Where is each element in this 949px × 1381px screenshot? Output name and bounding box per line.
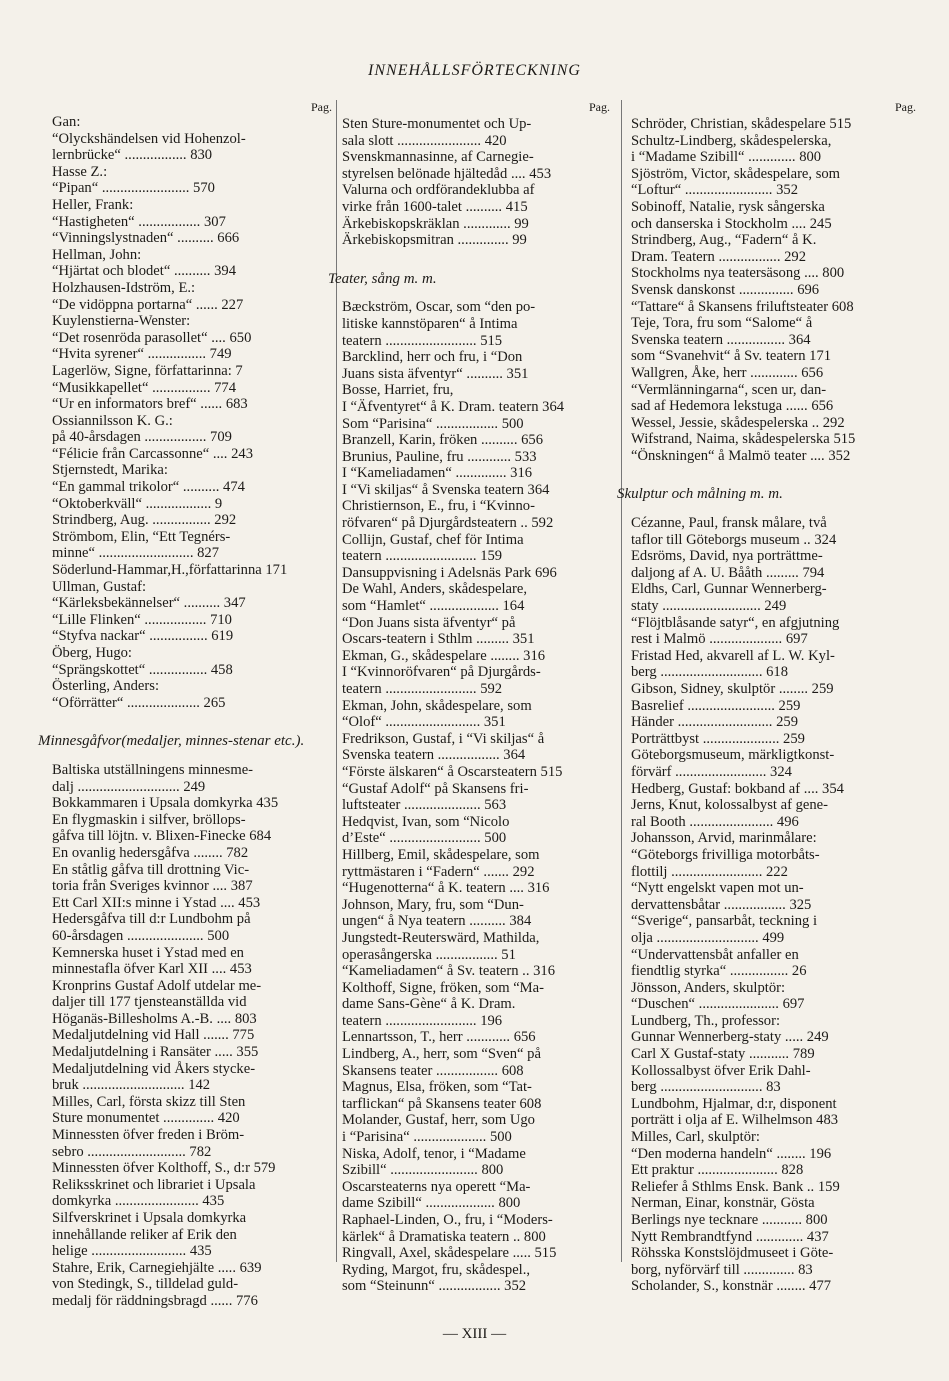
index-entry: Teje, Tora, fru som “Salome“ å	[631, 315, 813, 332]
index-entry: 60-årsdagen ..................... 500	[52, 927, 230, 944]
index-entry: Söderlund-Hammar,H.,författarinna 171	[52, 562, 288, 579]
index-entry: Sten Sture-monumentet och Up-	[342, 116, 532, 132]
index-entry: som “Steinunn“ ................. 352	[342, 1278, 527, 1295]
index-entry: “Hjärtat och blodet“ .......... 394	[52, 263, 236, 280]
index-entry: ungen“ å Nya teatern .......... 384	[342, 913, 532, 930]
index-entry: Reliksskrinet och librariet i Upsala	[52, 1176, 256, 1193]
index-entry: “Hastigheten“ ................. 307	[52, 213, 226, 230]
index-entry: Lennartsson, T., herr ............ 656	[342, 1029, 536, 1046]
index-entry: Dram. Teatern ................. 292	[631, 248, 807, 265]
index-entry: Hellman, John:	[52, 246, 142, 263]
index-entry: Carl X Gustaf-staty ........... 789	[631, 1046, 815, 1063]
index-entry: litiske kannstöparen“ å Intima	[342, 315, 518, 332]
index-entry: Ärkebiskopsmitran .............. 99	[342, 232, 527, 249]
index-entry: Ett praktur ...................... 828	[631, 1162, 804, 1179]
index-entry: Minnessten öfver Kolthoff, S., d:r 579	[52, 1160, 276, 1177]
index-entry: “Pipan“ ........................ 570	[52, 180, 215, 197]
section-heading: Teater, sång m. m.	[328, 270, 437, 287]
index-entry: som “Svanehvit“ å Sv. teatern 171	[631, 348, 832, 365]
index-entry: “Tattare“ å Skansens friluftsteater 608	[631, 298, 854, 315]
index-entry: ral Booth ....................... 496	[631, 813, 799, 830]
index-entry: dalj ............................ 249	[52, 778, 206, 795]
index-entry: fiendtlig styrka“ ................ 26	[631, 963, 807, 980]
index-entry: berg ............................ 83	[631, 1079, 781, 1096]
index-entry: Hedqvist, Ivan, som “Nicolo	[342, 813, 510, 830]
index-entry: Ett Carl XII:s minne i Ystad .... 453	[52, 894, 261, 911]
index-entry: Öberg, Hugo:	[52, 645, 132, 661]
index-entry: Nytt Rembrandtfynd ............. 437	[631, 1228, 829, 1245]
index-entry: Hedersgåfva till d:r Lundbohm på	[52, 911, 251, 928]
index-entry: Kronprins Gustaf Adolf utdelar me-	[52, 977, 262, 994]
index-entry: Wallgren, Åke, herr ............. 656	[631, 364, 824, 381]
pag-label: Pag.	[311, 100, 332, 114]
index-entry: teatern ......................... 592	[342, 681, 503, 697]
index-entry: Hedberg, Gustaf: bokband af .... 354	[631, 780, 844, 797]
index-entry: Brunius, Pauline, fru ............ 533	[342, 448, 537, 465]
index-entry: Svenskmannasinne, af Carnegie-	[342, 149, 534, 166]
index-entry: Strömbom, Elin, “Ett Tegnérs-	[52, 528, 231, 545]
index-entry: I “Vi skiljas“ å Svenska teatern 364	[342, 481, 550, 498]
index-entry: “Undervattensbåt anfaller en	[631, 946, 799, 963]
index-entry: Baltiska utställningens minnesme-	[52, 761, 254, 778]
index-entry: porträtt i olja af E. Wilhelmson 483	[631, 1112, 839, 1129]
index-entry: virke från 1600-talet .......... 415	[342, 198, 528, 215]
index-entry: Wifstrand, Naima, skådespelerska 515	[631, 431, 856, 448]
index-entry: minne“ .......................... 827	[52, 545, 220, 562]
index-column-2	[328, 100, 610, 1295]
index-entry: Silfverskrinet i Upsala domkyrka	[52, 1210, 247, 1226]
index-entry: på 40-årsdagen ................. 709	[52, 429, 232, 446]
index-entry: Johansson, Arvid, marinmålare:	[631, 830, 817, 847]
index-entry: “Ur en informators bref“ ...... 683	[52, 396, 248, 413]
index-entry: Höganäs-Billesholms A.-B. .... 803	[52, 1010, 257, 1027]
index-entry: I “Kvinnoröfvaren“ på Djurgårds-	[342, 664, 541, 681]
index-entry: teatern ......................... 196	[342, 1012, 503, 1029]
index-entry: “Olyckshändelsen vid Hohenzol-	[52, 130, 246, 147]
index-entry: taflor till Göteborgs museum .. 324	[631, 531, 837, 548]
section-heading: Skulptur och målning m. m.	[617, 486, 783, 503]
index-entry: Strindberg, Aug., “Fadern“ å K.	[631, 232, 817, 249]
index-entry: minnestafla öfver Karl XII .... 453	[52, 961, 252, 978]
index-entry: i “Madame Szibill“ ............. 800	[631, 149, 822, 166]
index-entry: Ullman, Gustaf:	[52, 578, 147, 595]
index-entry: Oscarsteaterns nya operett “Ma-	[342, 1178, 531, 1195]
index-entry: Stjernstedt, Marika:	[52, 462, 168, 479]
index-entry: Fredrikson, Gustaf, i “Vi skiljas“ å	[342, 730, 545, 747]
index-entry: “Önskningen“ å Malmö teater .... 352	[631, 447, 851, 464]
index-entry: röfvaren“ på Djurgårdsteatern .. 592	[342, 515, 554, 532]
index-entry: Berlings nye tecknare ........... 800	[631, 1212, 828, 1228]
index-entry: “Oktoberkväll“ .................. 9	[52, 495, 223, 512]
index-entry: Branzell, Karin, fröken .......... 656	[342, 432, 544, 449]
index-entry: von Stedingk, S., tilldelad guld-	[52, 1276, 239, 1293]
index-entry: daljong af A. U. Bååth ......... 794	[631, 564, 825, 581]
index-entry: “En gammal trikolor“ .......... 474	[52, 479, 245, 496]
index-entry: lernbrücke“ ................. 830	[52, 147, 213, 164]
index-entry: Szibill“ ........................ 800	[342, 1162, 504, 1179]
index-entry: Jönsson, Anders, skulptör:	[631, 979, 786, 996]
index-entry: Sjöström, Victor, skådespelare, som	[631, 165, 841, 182]
index-entry: i “Parisina“ .................... 500	[342, 1129, 512, 1146]
page-header: INNEHÅLLSFÖRTECKNING	[368, 62, 581, 79]
index-entry: Hasse Z.:	[52, 163, 108, 180]
index-entry: “Flöjtblåsande satyr“, en afgjutning	[631, 614, 840, 631]
index-entry: sad af Hedemora lekstuga ...... 656	[631, 398, 834, 415]
index-entry: Lindberg, A., herr, som “Sven“ på	[342, 1046, 541, 1063]
index-entry: Ryding, Margot, fru, skådespel.,	[342, 1261, 531, 1278]
index-entry: Gunnar Wennerberg-staty ..... 249	[631, 1029, 829, 1046]
index-entry: Stahre, Erik, Carnegiehjälte ..... 639	[52, 1259, 262, 1276]
index-entry: Kollossalbyst öfver Erik Dahl-	[631, 1062, 811, 1079]
index-entry: I “Äfventyret“ å K. Dram. teatern 364	[342, 398, 565, 415]
index-entry: Ekman, G., skådespelare ........ 316	[342, 647, 546, 664]
index-entry: Kolthoff, Signe, fröken, som “Ma-	[342, 979, 544, 996]
index-entry: Schultz-Lindberg, skådespelerska,	[631, 132, 832, 149]
section-heading: Minnesgåfvor(medaljer, minnes-stenar etc.).	[38, 733, 305, 750]
index-entry: “Olof“ .......................... 351	[342, 714, 506, 731]
index-entry: De Wahl, Anders, skådespelare,	[342, 581, 527, 598]
index-entry: styrelsen belönade hjältedåd .... 453	[342, 165, 552, 182]
index-entry: Bæckström, Oscar, som “den po-	[342, 299, 536, 316]
index-entry: Milles, Carl, första skizz till Sten	[52, 1093, 246, 1110]
index-entry: Lundberg, Th., professor:	[631, 1012, 781, 1029]
index-entry: Sobinoff, Natalie, rysk sångerska	[631, 198, 825, 215]
index-entry: Minnessten öfver freden i Bröm-	[52, 1127, 245, 1144]
index-column-3	[617, 100, 916, 1295]
index-entry: staty ........................... 249	[631, 598, 787, 615]
index-entry: Reliefer å Sthlms Ensk. Bank .. 159	[631, 1178, 840, 1195]
index-entry: dame Sans-Gène“ å K. Dram.	[342, 996, 516, 1013]
index-entry: “Vermlänningarna“, scen ur, dan-	[631, 381, 827, 398]
index-entry: Svensk danskonst ............... 696	[631, 281, 820, 298]
index-entry: “Oförrätter“ .................... 265	[52, 694, 226, 711]
index-entry: Medaljutdelning vid Hall ....... 775	[52, 1027, 255, 1044]
index-entry: Heller, Frank:	[52, 196, 134, 213]
index-entry: Ärkebiskopskräklan ............. 99	[342, 215, 529, 232]
index-entry: Holzhausen-Idström, E.:	[52, 279, 196, 296]
index-entry: Medaljutdelning i Ransäter ..... 355	[52, 1044, 259, 1061]
index-entry: “Félicie från Carcassonne“ .... 243	[52, 445, 253, 462]
index-entry: gåfva till löjtn. v. Blixen-Finecke 684	[52, 828, 272, 845]
index-entry: “Kameliadamen“ å Sv. teatern .. 316	[342, 963, 556, 980]
index-entry: “Nytt engelskt vapen mot un-	[631, 880, 804, 897]
index-entry: Jungstedt-Reuterswärd, Mathilda,	[342, 929, 540, 946]
index-entry: Strindberg, Aug. ................ 292	[52, 512, 237, 529]
index-entry: Gibson, Sidney, skulptör ........ 259	[631, 681, 834, 697]
index-entry: luftsteater ..................... 563	[342, 797, 507, 814]
index-entry: Eldhs, Carl, Gunnar Wennerberg-	[631, 581, 827, 598]
index-entry: Kuylenstierna-Wenster:	[52, 313, 191, 330]
index-entry: sala slott ....................... 420	[342, 132, 507, 149]
index-entry: bruk ............................ 142	[52, 1077, 211, 1094]
index-entry: Scholander, S., konstnär ........ 477	[631, 1278, 832, 1295]
index-entry: En ståtlig gåfva till drottning Vic-	[52, 861, 250, 878]
index-entry: Ringvall, Axel, skådespelare ..... 515	[342, 1245, 557, 1262]
index-entry: Fristad Hed, akvarell af L. W. Kyl-	[631, 647, 835, 664]
index-entry: Bokkammaren i Upsala domkyrka 435	[52, 795, 279, 812]
index-entry: “Sverige“, pansarbåt, teckning i	[631, 913, 817, 930]
index-entry: rest i Malmö .................... 697	[631, 631, 808, 648]
index-entry: flottilj ......................... 222	[631, 863, 788, 880]
index-entry: Gan:	[52, 114, 81, 130]
index-entry: dame Szibill“ ................... 800	[342, 1195, 521, 1212]
index-entry: Raphael-Linden, O., fru, i “Moders-	[342, 1212, 553, 1228]
index-entry: Sture monumentet .............. 420	[52, 1110, 240, 1127]
index-entry: “Musikkapellet“ ................ 774	[52, 379, 237, 396]
index-entry: “Förste älskaren“ å Oscarsteatern 515	[342, 763, 563, 780]
index-entry: Jerns, Knut, kolossalbyst af gene-	[631, 797, 828, 814]
index-entry: Lagerlöw, Signe, författarinna: 7	[52, 362, 243, 379]
index-entry: “Hugenotterna“ å K. teatern .... 316	[342, 880, 550, 897]
index-entry: I “Kameliadamen“ .............. 316	[342, 465, 533, 482]
index-entry: “Det rosenröda parasollet“ .... 650	[52, 329, 252, 346]
index-entry: “Vinningslystnaden“ .......... 666	[52, 230, 240, 247]
index-entry: “Gustaf Adolf“ på Skansens fri-	[342, 780, 529, 797]
index-entry: Kemnerska huset i Ystad med en	[52, 944, 244, 961]
index-entry: “Loftur“ ........................ 352	[631, 182, 798, 199]
index-entry: olja ............................ 499	[631, 929, 785, 946]
index-entry: Wessel, Jessie, skådespelerska .. 292	[631, 414, 845, 431]
index-entry: och danserska i Stockholm .... 245	[631, 215, 832, 232]
index-entry: “Lille Flinken“ ................. 710	[52, 611, 232, 628]
index-entry: Oscars-teatern i Sthlm ......... 351	[342, 631, 535, 648]
index-entry: “Kärleksbekännelser“ .......... 347	[52, 595, 246, 612]
index-entry: Händer .......................... 259	[631, 714, 798, 731]
index-entry: En flygmaskin i silfver, bröllops-	[52, 811, 246, 828]
index-entry: “Sprängskottet“ ................ 458	[52, 661, 233, 678]
index-entry: sebro ........................... 782	[52, 1143, 212, 1160]
index-entry: Barcklind, herr och fru, i “Don	[342, 349, 523, 366]
pag-label: Pag.	[589, 100, 610, 114]
index-entry: Milles, Carl, skulptör:	[631, 1129, 760, 1146]
page-number: — XIII —	[442, 1326, 507, 1342]
index-entry: “Don Juans sista äfventyr“ på	[342, 614, 516, 631]
index-entry: Edsröms, David, nya porträttme-	[631, 548, 823, 565]
index-entry: Niska, Adolf, tenor, i “Madame	[342, 1145, 526, 1162]
index-entry: Molander, Gustaf, herr, som Ugo	[342, 1112, 535, 1129]
index-entry: Skansens teater ................. 608	[342, 1062, 524, 1079]
index-entry: Lundbohm, Hjalmar, d:r, disponent	[631, 1095, 837, 1112]
index-entry: domkyrka ....................... 435	[52, 1193, 225, 1210]
index-entry: medalj för räddningsbragd ...... 776	[52, 1292, 258, 1309]
index-entry: Svenska teatern ................ 364	[631, 331, 811, 348]
index-entry: Nerman, Einar, konstnär, Gösta	[631, 1195, 815, 1212]
index-entry: operasångerska ................. 51	[342, 946, 516, 963]
index-entry: Bosse, Harriet, fru,	[342, 382, 454, 399]
index-entry: som “Hamlet“ ................... 164	[342, 598, 525, 615]
index-entry: förvärf ......................... 324	[631, 763, 792, 780]
index-entry: toria från Sveriges kvinnor .... 387	[52, 878, 253, 895]
index-entry: Juans sista äfventyr“ .......... 351	[342, 365, 529, 382]
index-entry: Magnus, Elsa, fröken, som “Tat-	[342, 1079, 532, 1096]
index-entry: Christiernson, E., fru, i “Kvinno-	[342, 498, 535, 515]
index-entry: Porträttbyst ..................... 259	[631, 730, 805, 747]
index-entry: teatern ......................... 159	[342, 548, 503, 565]
index-entry: tarflickan“ på Skansens teater 608	[342, 1095, 542, 1112]
index-entry: teatern ......................... 515	[342, 332, 503, 349]
index-entry: Ekman, John, skådespelare, som	[342, 697, 532, 714]
index-entry: helige .......................... 435	[52, 1243, 212, 1260]
index-entry: “Hvita syrener“ ................ 749	[52, 346, 232, 363]
index-entry: “Göteborgs frivilliga motorbåts-	[631, 846, 820, 863]
index-entry: Medaljutdelning vid Åkers stycke-	[52, 1060, 256, 1077]
index-entry: berg ............................ 618	[631, 664, 789, 681]
index-entry: borg, nyförvärf till .............. 83	[631, 1261, 813, 1278]
index-column-1	[38, 100, 332, 1309]
index-entry: Som “Parisina“ ................. 500	[342, 415, 524, 432]
index-entry: Basrelief ........................ 259	[631, 697, 801, 714]
index-entry: kärlek“ å Dramatiska teatern .. 800	[342, 1228, 546, 1245]
index-entry: daljer till 177 tjensteanställda vid	[52, 994, 247, 1011]
index-entry: Göteborgsmuseum, märkligtkonst-	[631, 747, 835, 764]
index-entry: Schröder, Christian, skådespelare 515	[631, 116, 852, 132]
index-entry: Johnson, Mary, fru, som “Dun-	[342, 896, 524, 913]
pag-label: Pag.	[895, 100, 916, 114]
index-entry: Dansuppvisning i Adelsnäs Park 696	[342, 564, 557, 581]
index-entry: En ovanlig hedersgåfva ........ 782	[52, 844, 249, 861]
index-entry: Cézanne, Paul, fransk målare, två	[631, 515, 827, 532]
index-entry: “Den moderna handeln“ ........ 196	[631, 1145, 832, 1162]
index-entry: Österling, Anders:	[52, 678, 160, 695]
index-entry: Hillberg, Emil, skådespelare, som	[342, 846, 540, 863]
index-entry: innehållande reliker af Erik den	[52, 1226, 237, 1243]
index-entry: “Duschen“ ...................... 697	[631, 996, 805, 1013]
index-entry: Collijn, Gustaf, chef för Intima	[342, 531, 524, 548]
index-entry: d’Este“ ......................... 500	[342, 830, 507, 847]
index-entry: “Styfva nackar“ ................ 619	[52, 628, 234, 645]
index-entry: dervattensbåtar ................. 325	[631, 896, 812, 913]
index-entry: Stockholms nya teatersäsong .... 800	[631, 265, 845, 282]
index-entry: “De vidöppna portarna“ ...... 227	[52, 296, 244, 313]
index-entry: Ossiannilsson K. G.:	[52, 412, 173, 429]
index-entry: Röhsska Konstslöjdmuseet i Göte-	[631, 1245, 834, 1262]
index-entry: Svenska teatern ................. 364	[342, 747, 526, 764]
index-entry: Valurna och ordförandeklubba af	[342, 182, 535, 199]
index-entry: ryttmästaren i “Fadern“ ....... 292	[342, 863, 535, 880]
column-rule	[621, 100, 622, 1262]
